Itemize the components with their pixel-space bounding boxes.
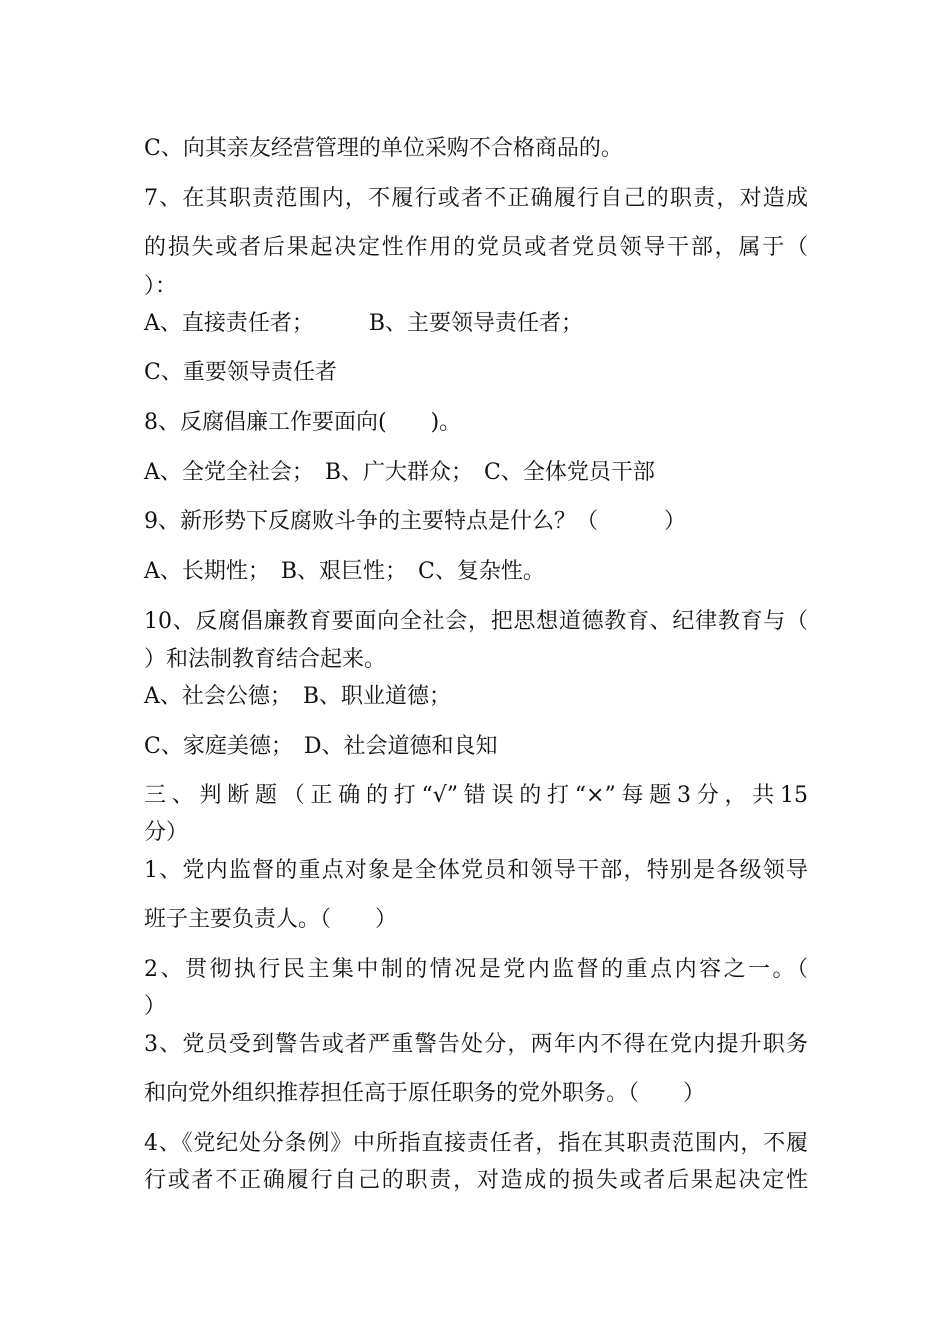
- text-line: ）: [144, 994, 167, 1019]
- text-line: 班子主要负责人。（ ）: [144, 907, 398, 932]
- text-line: 行或者不正确履行自己的职责，对造成的损失或者后果起决定性: [144, 1168, 808, 1193]
- text-line: 10、反腐倡廉教育要面向全社会，把思想道德教育、纪律教育与（: [144, 609, 808, 634]
- text-line: A、全党全社会； B、广大群众； C、全体党员干部: [144, 460, 655, 485]
- text-line: A、直接责任者； B、主要领导责任者；: [144, 311, 584, 336]
- text-line: ）：: [144, 274, 178, 299]
- text-line: A、长期性； B、艰巨性； C、复杂性。: [144, 559, 545, 584]
- text-line: 2、贯彻执行民主集中制的情况是党内监督的重点内容之一。（: [144, 957, 808, 982]
- text-line: A、社会公德； B、职业道德；: [144, 684, 452, 709]
- text-line: 8、反腐倡廉工作要面向( )。: [144, 410, 462, 435]
- text-line: 1、党内监督的重点对象是全体党员和领导干部，特别是各级领导: [144, 858, 808, 883]
- text-line: 4、《党纪处分条例》中所指直接责任者，指在其职责范围内，不履: [144, 1131, 808, 1156]
- text-line: 7、在其职责范围内，不履行或者不正确履行自己的职责，对造成: [144, 186, 808, 211]
- text-line: 三、判断题（正确的打“√”错误的打“×”每题3分，共15: [144, 783, 808, 808]
- text-line: ）和法制教育结合起来。: [144, 647, 387, 672]
- text-line: 的损失或者后果起决定性作用的党员或者党员领导干部，属于（: [144, 235, 808, 260]
- text-line: 3、党员受到警告或者严重警告处分，两年内不得在党内提升职务: [144, 1032, 808, 1057]
- text-line: 和向党外组织推荐担任高于原任职务的党外职务。（ ）: [144, 1081, 706, 1106]
- text-line: C、重要领导责任者: [144, 360, 337, 385]
- text-line: C、向其亲友经营管理的单位采购不合格商品的。: [144, 136, 623, 161]
- text-line: 分）: [144, 820, 189, 845]
- text-line: C、家庭美德； D、社会道德和良知: [144, 734, 498, 759]
- text-line: 9、新形势下反腐败斗争的主要特点是什么？（ ）: [144, 509, 686, 534]
